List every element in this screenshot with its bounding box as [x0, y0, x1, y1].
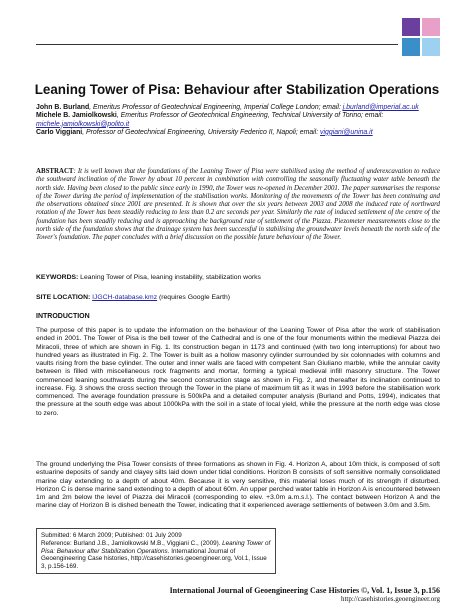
intro-paragraph-1: The purpose of this paper is to update the information on the behaviour of the Leaning Tower of Pisa after the work of stabilisation ended in 2001. The Tower of Pisa is the bell tower of the Cathedral and is one of the four monuments within the medieval Piazza dei Miracoli, three of which are shown in Fig. 1. Its construction began in 1173 and continued (with two long interruptions) for about two hundred years as illustrated in Fig. 2. The Tower is built as a hollow masonry cylinder surrounded by six colonnades with columns and vaults rising from the base cylinder. The outer and inner walls are faced with competent San Giuliano marble, while the annular cavity between is filled with miscellaneous rock fragments and mortar, forming a typical medieval infill masonry structure. The Tower commenced leaning southwards during the second construction stage as shown in Fig. 2, and thereafter its inclination continued to increase. Fig. 3 shows the cross section through the Tower in the plane of maximum tilt as it was in 1993 before the stabilisation work commenced. The average foundation pressure is 500kPa and a detailed computer analysis (Burland and Potts, 1994), indicates that the pressure at the south edge was about 1000kPa with the soil in a state of local yield, while the pressure at the north edge was close to zero.: [36, 327, 440, 417]
author-affiliation: , Emeritus Professor of Geotechnical Engineering, Imperial College London; email:: [89, 104, 341, 111]
journal-url[interactable]: http://casehistories.geoengineer.org: [340, 595, 440, 603]
author-entry: [36, 112, 440, 129]
keywords-label: KEYWORDS:: [36, 274, 79, 281]
citation-authors: Reference: Burland J.B., Jamiolkowski M.B., Viggiani C., (2009).: [41, 539, 223, 547]
page-footer: [170, 586, 440, 603]
author-affiliation: , Emeritus Professor of Geotechnical Engineering, Technical University of Torino; email:: [116, 112, 384, 120]
author-email-link[interactable]: j.burland@imperial.ac.uk: [342, 104, 419, 111]
citation: [41, 540, 271, 571]
author-email-link[interactable]: michele.jamiolkowski@polito.it: [36, 120, 130, 128]
author-name: Carlo Viggiani: [36, 128, 83, 136]
abstract-text: : It is well known that the foundations of the Leaning Tower of Pisa were stabilised using the method of underexcavation to reduce the southward inclination of the Tower by about 10 percent in combination with controlling the seasonally fluctuating water table beneath the north side. Having been closed to the public since early in 1990, the Tower was re-opened in December 2001. The paper summarises the response of the Tower during the period of implementation of the stabilisation works. Monitoring of the movements of the Tower has been continuing and the observations obtained since 2001 are presented. It is shown that over the six years between 2003 and 2008 the induced rate of northward rotation of the Tower has been steadily reducing to less than 0.2 arc seconds per year. Similarly the rate of induced settlement of the centre of the foundation has been steadily reducing and is approaching the background rate of settlement of the Piazza. Piezometer measurements close to the north side of the foundation shows that the drainage system has been successful in stabilising the groundwater levels beneath the north side of the Tower's foundation. The paper concludes with a brief discussion on the possible future behaviour of the Tower.: [36, 168, 440, 241]
author-name: Michele B. Jamiolkowski: [36, 112, 117, 120]
keywords-text: Leaning Tower of Pisa, leaning instability, stabilization works: [78, 274, 261, 281]
abstract: [36, 168, 440, 242]
author-email-link[interactable]: viggiani@unina.it: [320, 128, 373, 136]
author-list: [36, 104, 440, 137]
intro-paragraph-2: The ground underlying the Pisa Tower consists of three formations as shown in Fig. 4. Horizon A, about 10m thick, is composed of soft estuarine deposits of sandy and clayey silts laid down under tidal conditions. Horizon B consists of soft sensitive normally consolidated marine clay extending to a depth of about 40m. Because it is very sensitive, this material loses much of its strength if disturbed. Horizon C is dense marine sand extending to a depth of about 60m. An upper perched water table in Horizon A is encountered between 1m and 2m below the level of Piazza dei Miracoli (corresponding to elev. +3.0m a.m.s.l.). The contact between Horizon A and the marine clay of Horizon B is dished beneath the Tower, indicating that it experienced average settlements of between 3.0m and 3.5m.: [36, 461, 440, 510]
author-affiliation: , Professor of Geotechnical Engineering, University Federico II, Napoli; email:: [82, 128, 319, 136]
author-entry: [36, 129, 440, 137]
site-location-suffix: (requires Google Earth): [157, 294, 231, 301]
journal-logo: [402, 18, 440, 56]
site-location-label: SITE LOCATION:: [36, 294, 91, 301]
abstract-label: ABSTRACT: [36, 168, 74, 175]
reference-box: [36, 528, 276, 574]
journal-citation: International Journal of Geoengineering Case Histories ©, Vol. 1, Issue 3, p.156: [169, 586, 440, 595]
section-heading: INTRODUCTION: [36, 313, 90, 320]
kmz-link[interactable]: IJGCH-database.kmz: [92, 294, 158, 301]
header-rule: [36, 44, 398, 45]
keywords: [36, 274, 440, 281]
site-location: [36, 294, 440, 301]
paper-title: Leaning Tower of Pisa: Behaviour after Stabilization Operations: [34, 82, 440, 97]
citation-source: . International Journal of Geoengineering Case histories, http://casehistories.geoengineer.org, Vol.1, Issue 3, p.156-169.: [41, 547, 267, 571]
author-name: John B. Burland: [36, 104, 90, 111]
author-entry: [36, 104, 440, 112]
citation-title: Leaning Tower of Pisa: Behaviour after Stabilization Operations: [41, 539, 271, 555]
submission-dates: Submitted: 6 March 2009; Published: 01 July 2009: [41, 532, 182, 539]
